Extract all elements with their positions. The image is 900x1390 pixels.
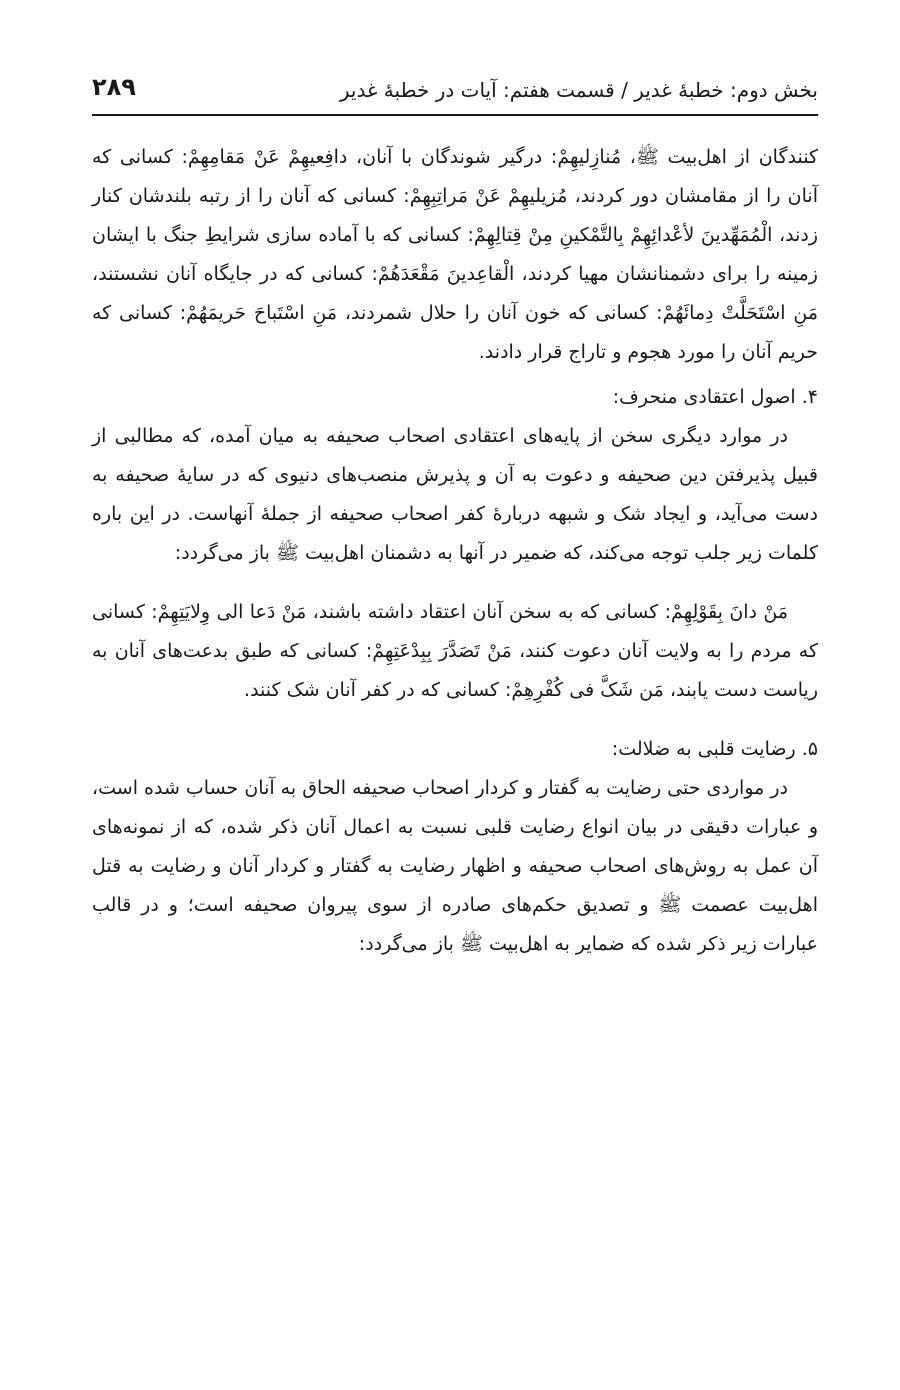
page-number: ۲۸۹ [92, 73, 136, 101]
section-4-heading: ۴. اصول اعتقادی منحرف: [612, 386, 818, 408]
body-text [92, 138, 818, 964]
section-5-heading: ۵. رضایت قلبی به ضلالت: [611, 738, 818, 760]
page [92, 0, 818, 1390]
paragraph-1: کنندگان از اهل‌بیت ﷺ، مُنازِلیهِمْ: درگیر شوندگان با آنان، دافِعیهِمْ عَنْ مَقامِهِمْ: کسانی که آنان را از مقامشان دور کردند، مُزیلیهِمْ عَنْ مَراتِبِهِمْ: کسانی که آنان را از رتبه بلندشان کنار زدند، الْمُمَهِّدینَ لأعْدائِهِمْ بِالتَّمْکینِ مِنْ قِتالِهِمْ: کسانی که با آماده سازی شرایطِ جنگ با ایشان زمینه را برای دشمنانشان مهیا کردند، الْقاعِدینَ مَقْعَدَهُمْ: کسانی که در جایگاه آنان نشستند، مَنِ اسْتَحَلَّتْ دِمائَهُمْ: کسانی که خون آنان را حلال شمردند، مَنِ اسْتَباحَ حَریمَهُمْ: کسانی که حریم آنان را مورد هجوم و تاراج قرار دادند. [92, 146, 818, 363]
running-header-title: بخش دوم: خطبهٔ غدیر / قسمت هفتم: آیات در خطبهٔ غدیر [339, 78, 818, 102]
paragraph-2: در موارد دیگری سخن از پایه‌های اعتقادی اصحاب صحیفه به میان آمده، که مطالبی از قبیل پذیرفتن دین صحیفه و دعوت به آن و پذیرش منصب‌های دنیوی که در سایهٔ صحیفه به دست می‌آید، و ایجاد شک و شبهه دربارهٔ کفر اصحاب صحیفه از جملهٔ آنهاست. در این باره کلمات زیر جلب توجه می‌کند، که ضمیر در آنها به دشمنان اهل‌بیت ﷺ باز می‌گردد: [92, 425, 818, 564]
paragraph-4: در مواردی حتی رضایت به گفتار و کردار اصحاب صحیفه الحاق به آنان حساب شده است، و عبارات دقیقی در بیان انواع رضایت قلبی نسبت به اعمال آنان ذکر شده، که از نمونه‌های آن عمل به روش‌های اصحاب صحیفه و اظهار رضایت به گفتار و کردار آنان و رضایت به قتل اهل‌بیت عصمت ﷺ و تصدیق حکم‌های صادره از سوی پیروان صحیفه است؛ و در قالب عبارات زیر ذکر شده که ضمایر به اهل‌بیت ﷺ باز می‌گردد: [92, 777, 818, 955]
quote-paragraph: مَنْ دانَ بِقَوْلِهِمْ: کسانی که به سخن آنان اعتقاد داشته باشند، مَنْ دَعا الی وِلایَتِهِمْ: کسانی که مردم را به ولایت آنان دعوت کنند، مَنْ تَصَدَّرَ بِبِدْعَتِهِمْ: کسانی که طبق بدعت‌های آنان به ریاست دست یابند، مَن شَکَّ فی کُفْرِهِمْ: کسانی که در کفر آنان شک کنند. [92, 601, 818, 701]
running-header [92, 70, 818, 116]
